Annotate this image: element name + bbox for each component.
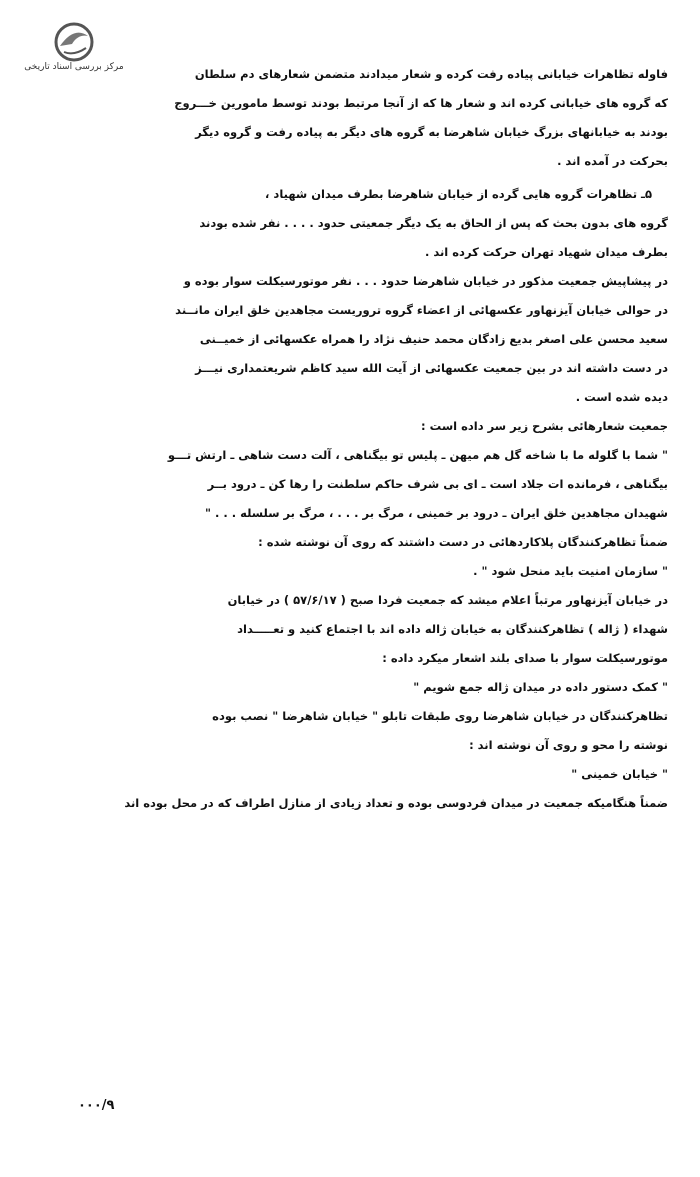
- text-line: در دست داشته اند در بین جمعیت عکسهائی از آیت الله سید کاظم شریعتمداری نیـــز: [195, 361, 668, 375]
- archive-emblem-icon: [44, 22, 104, 62]
- text-line: در حوالی خیابان آیزنهاور عکسهائی از اعضاء گروه تروریست مجاهدین خلق ایران مانــند: [175, 303, 668, 317]
- text-line: در پیشاپیش جمعیت مذکور در خیابان شاهرضا حدود . . . نفر موتورسیکلت سوار بوده و: [183, 274, 668, 288]
- document-body: [44, 60, 668, 818]
- text-line: " سازمان امنیت باید منحل شود " .: [473, 564, 668, 578]
- page-number: ۰۰۰/۹: [78, 1098, 115, 1113]
- text-line: " شما با گلوله ما با شاخه گل هم میهن ـ پلیس تو بیگناهی ، آلت دست شاهی ـ ارتش تـــو: [167, 448, 668, 462]
- text-line: " خیابان خمینی ": [571, 767, 668, 781]
- text-line: سعید محسن علی اصغر بدیع زادگان محمد حنیف نژاد را همراه عکسهائی از خمیــنی: [199, 332, 668, 346]
- text-line: ۵ـ تظاهرات گروه هایی گرده از خیابان شاهرضا بطرف میدان شهیاد ،: [265, 187, 652, 201]
- text-line: ضمناً تظاهرکنندگان پلاکاردهائی در دست داشتند که روی آن نوشته شده :: [258, 535, 668, 549]
- text-line: در خیابان آیزنهاور مرتباً اعلام میشد که جمعیت فردا صبح ( ۵۷/۶/۱۷ ) در خیابان: [227, 593, 668, 607]
- text-line: بحرکت در آمده اند .: [557, 154, 668, 168]
- text-line: گروه های بدون بحث که پس از الحاق به یک دیگر جمعیتی حدود . . . . نفر شده بودند: [199, 216, 668, 230]
- text-line: شهیدان مجاهدین خلق ایران ـ درود بر خمینی ، مرگ بر . . . ، مرگ بر سلسله . . . ": [205, 506, 668, 520]
- archive-logo-text: مرکز بررسی اسناد تاریخی: [24, 62, 124, 72]
- text-line: بودند به خیابانهای بزرگ خیابان شاهرضا به گروه های دیگر به پیاده رفت و گروه دیگر: [195, 125, 668, 139]
- text-line: شهداء ( ژاله ) تظاهرکنندگان به خیابان ژاله داده اند با اجتماع کنید و تعـــــداد: [237, 622, 668, 636]
- text-line: " کمک دستور داده در میدان ژاله جمع شویم ": [413, 680, 668, 694]
- text-line: که گروه های خیابانی کرده اند و شعار ها که از آنجا مرتبط بودند توسط مامورین خـــروج: [174, 96, 668, 110]
- text-line: تظاهرکنندگان در خیابان شاهرضا روی طبقات تابلو " خیابان شاهرضا " نصب بوده: [212, 709, 668, 723]
- text-line: ضمناً هنگامیکه جمعیت در میدان فردوسی بوده و تعداد زیادی از منازل اطراف که در محل بوده اند: [124, 796, 668, 810]
- text-line: نوشته را محو و روی آن نوشته اند :: [469, 738, 668, 752]
- text-line: موتورسیکلت سوار با صدای بلند اشعار میکرد داده :: [382, 651, 668, 665]
- text-line: جمعیت شعارهائی بشرح زیر سر داده است :: [421, 419, 668, 433]
- text-line: فاوله تظاهرات خیابانی پیاده رفت کرده و شعار میدادند متضمن شعارهای دم سلطان: [194, 67, 668, 81]
- text-line: بطرف میدان شهیاد تهران حرکت کرده اند .: [424, 245, 668, 259]
- text-line: بیگناهی ، فرمانده ات جلاد است ـ ای بی شرف حاکم سلطنت را رها کن ـ درود بــر: [207, 477, 668, 491]
- text-line: دیده شده است .: [575, 390, 668, 404]
